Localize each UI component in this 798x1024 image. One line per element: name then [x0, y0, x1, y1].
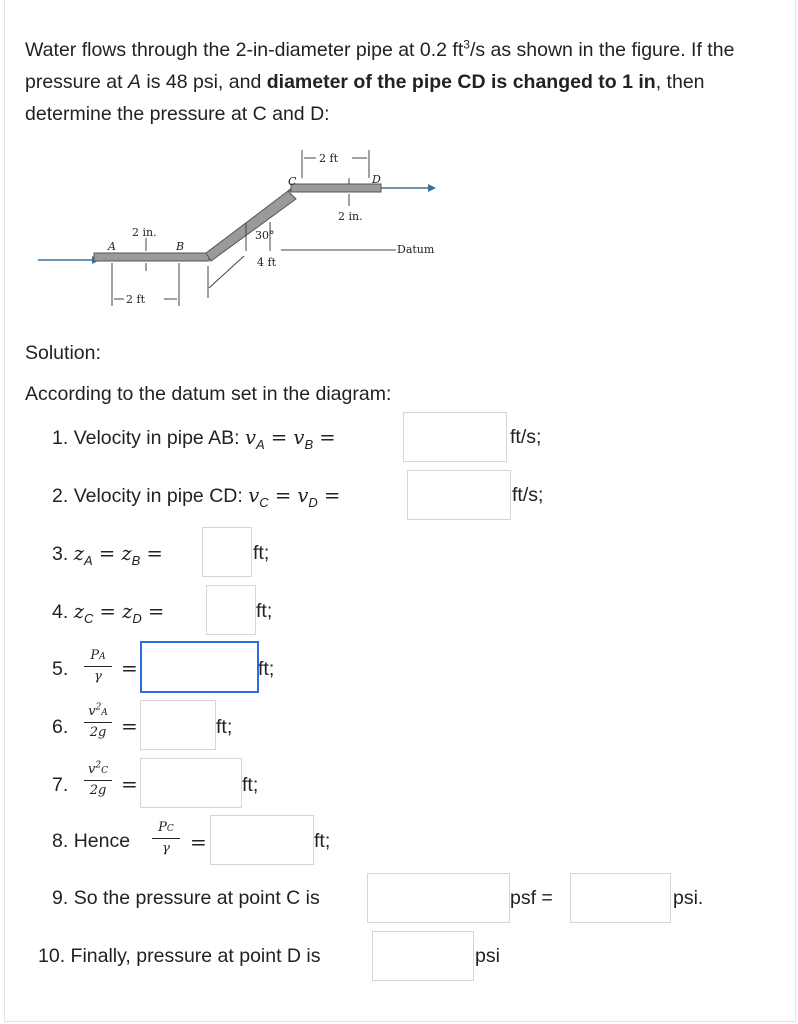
item-9: 9. So the pressure at point C is	[52, 887, 320, 909]
unit-7: ft;	[242, 774, 259, 796]
problem-statement: Water flows through the 2-in-diameter pipe at 0.2 $ft^3/s$ as shown in the figure. If the pressure at A is 48 psi, and diameter of the pipe CD is changed to 1 in, then determine the pressure at C and D:	[25, 37, 735, 125]
velocity-ab-input[interactable]	[403, 412, 507, 462]
unit-3: ft;	[253, 542, 270, 564]
item-3: 3. $z_A = z_B$ =	[52, 542, 163, 568]
unit-8: ft;	[314, 830, 331, 852]
unit-4: ft;	[256, 600, 273, 622]
fraction-pc-gamma: PC γ	[152, 820, 180, 856]
svg-text:4 ft: 4 ft	[257, 256, 276, 269]
velocity-head-c-input[interactable]	[140, 758, 242, 808]
unit-2: ft/s;	[512, 484, 544, 506]
unit-9b: psi.	[673, 887, 704, 909]
svg-text:2 ft: 2 ft	[126, 293, 145, 306]
item-2: 2. Velocity in pipe CD: $v_C = v_D$ =	[52, 484, 341, 510]
velocity-cd-input[interactable]	[407, 470, 511, 520]
item-7-num: 7.	[52, 774, 69, 796]
velocity-head-a-input[interactable]	[140, 700, 216, 750]
unit-1: ft/s;	[510, 426, 542, 448]
svg-text:2 in.: 2 in.	[132, 226, 157, 239]
solution-heading: Solution:	[25, 342, 101, 364]
pressure-c-psi-input[interactable]	[570, 873, 671, 923]
item-5-num: 5.	[52, 658, 69, 680]
svg-text:2 in.: 2 in.	[338, 210, 363, 223]
item-4: 4. $z_C = z_D$ =	[52, 600, 165, 626]
unit-5: ft;	[258, 658, 275, 680]
z-cd-input[interactable]	[206, 585, 256, 635]
fraction-vc-head: $v^2C$ 2g	[84, 762, 112, 798]
svg-text:D: D	[372, 173, 381, 186]
pressure-d-psi-input[interactable]	[372, 931, 474, 981]
z-ab-input[interactable]	[202, 527, 252, 577]
unit-9a: psf =	[510, 887, 553, 909]
fraction-pa-gamma: PA γ	[84, 648, 112, 684]
svg-text:A: A	[108, 240, 116, 253]
eq-6: =	[121, 714, 138, 738]
eq-8: =	[190, 830, 207, 854]
pipe-diagram	[36, 138, 446, 328]
eq-5: =	[121, 656, 138, 680]
pressure-head-a-input[interactable]	[140, 641, 259, 693]
pressure-c-psf-input[interactable]	[367, 873, 510, 923]
svg-text:C: C	[288, 175, 297, 188]
svg-text:Datum: Datum	[397, 243, 435, 256]
eq-7: =	[121, 772, 138, 796]
item-8: 8. Hence	[52, 830, 131, 852]
item-6-num: 6.	[52, 716, 69, 738]
pressure-head-c-input[interactable]	[210, 815, 314, 865]
svg-text:B: B	[176, 240, 185, 253]
item-1: 1. Velocity in pipe AB: $v_A = v_B$ =	[52, 426, 336, 452]
unit-10: psi	[475, 945, 500, 967]
unit-6: ft;	[216, 716, 233, 738]
fraction-va-head: $v^2A$ 2g	[84, 704, 112, 740]
svg-text:30°: 30°	[255, 229, 275, 242]
datum-text: According to the datum set in the diagram:	[25, 383, 392, 405]
svg-text:2 ft: 2 ft	[319, 152, 338, 165]
item-10: 10. Finally, pressure at point D is	[38, 945, 321, 967]
